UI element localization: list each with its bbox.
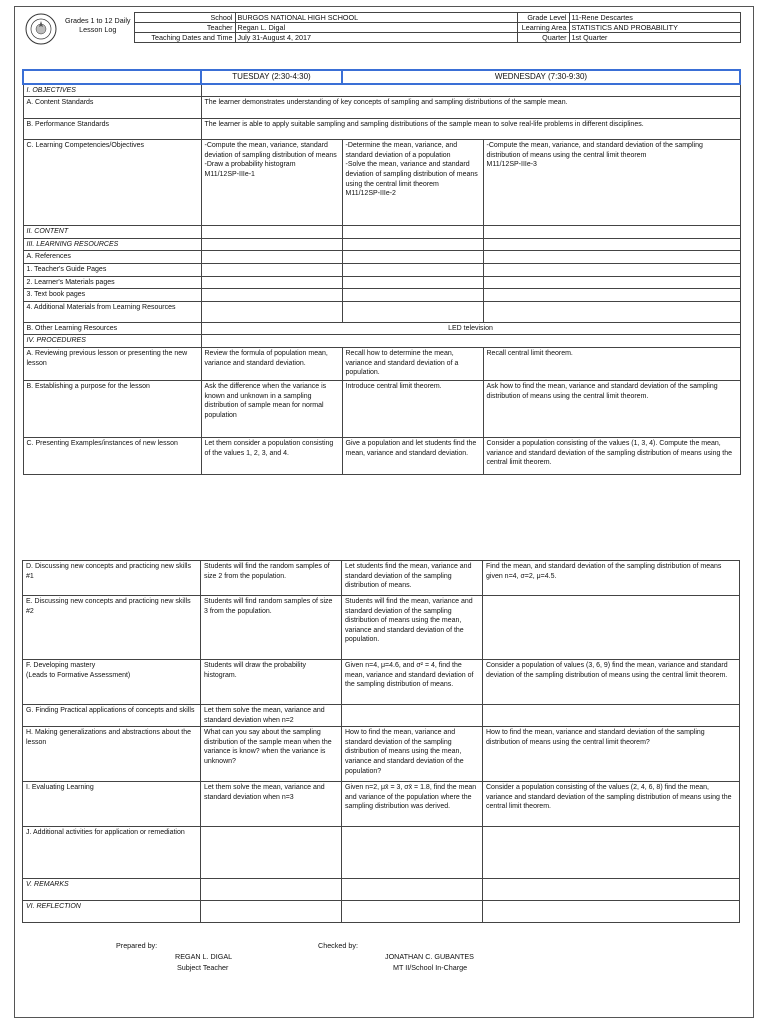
presenting-wednesday-1: Give a population and let students find the mean, variance and standard deviation.: [342, 437, 483, 474]
competencies-wednesday-2: -Compute the mean, variance, and standard deviation of the sampling distribution of means using the central limit theorem M11/12SP-IIIe-3: [483, 140, 740, 226]
lesson-table-part-1: [22, 69, 741, 475]
discussing2-label: E. Discussing new concepts and practicing new skills #2: [23, 596, 201, 660]
mastery-tuesday: Students will draw the probability histogram.: [201, 660, 342, 705]
section-objectives: I. OBJECTIVES: [23, 84, 201, 97]
presenting-tuesday: Let them consider a population consisting of the values 1, 2, 3, and 4.: [201, 437, 342, 474]
checked-by-title: MT II/School In-Charge: [393, 963, 468, 972]
generalizations-label: H. Making generalizations and abstractions about the lesson: [23, 727, 201, 782]
discussing2-wednesday-2: [483, 596, 740, 660]
prepared-by-title: Subject Teacher: [177, 963, 229, 972]
purpose-tuesday: Ask the difference when the variance is known and unknown in a sampling distribution of sample mean for normal population: [201, 380, 342, 437]
section-remarks: V. REMARKS: [23, 879, 201, 901]
reviewing-tuesday: Review the formula of population mean, variance and standard deviation.: [201, 347, 342, 380]
references-label: A. References: [23, 251, 201, 264]
quarter-label: Quarter: [517, 33, 569, 43]
reviewing-wednesday-1: Recall how to determine the mean, variance and standard deviation of a population.: [342, 347, 483, 380]
purpose-wednesday-1: Introduce central limit theorem.: [342, 380, 483, 437]
teachers-guide-label: 1. Teacher's Guide Pages: [23, 263, 201, 276]
section-procedures: IV. PROCEDURES: [23, 335, 201, 348]
discussing1-label: D. Discussing new concepts and practicing new skills #1: [23, 561, 201, 596]
dates-label: Teaching Dates and Time: [134, 33, 235, 43]
section-resources: III. LEARNING RESOURCES: [23, 238, 201, 251]
presenting-wednesday-2: Consider a population consisting of the values (1, 3, 4). Compute the mean, variance and standard deviation of the sampling distribution of means using the central limit theorem.: [483, 437, 740, 474]
teacher-value: Regan L. Digal: [235, 23, 517, 33]
practical-wednesday-1: [342, 705, 483, 727]
generalizations-tuesday: What can you say about the sampling distribution of the sample mean when the variance is know? when the variance is unknown?: [201, 727, 342, 782]
textbook-label: 3. Text book pages: [23, 289, 201, 302]
content-standards-text: The learner demonstrates understanding of key concepts of sampling and sampling distributions of the sample mean.: [201, 97, 740, 119]
discussing1-wednesday-2: Find the mean, and standard deviation of the sampling distribution of means given n=4, σ=2, μ=4.5.: [483, 561, 740, 596]
content-standards-label: A. Content Standards: [23, 97, 201, 119]
practical-tuesday: Let them solve the mean, variance and standard deviation when n=2: [201, 705, 342, 727]
generalizations-wednesday-1: How to find the mean, variance and standard deviation of the sampling distribution of means using the mean, variance and standard deviation of the population?: [342, 727, 483, 782]
school-label: School: [134, 13, 235, 23]
practical-wednesday-2: [483, 705, 740, 727]
teacher-label: Teacher: [134, 23, 235, 33]
seal-cell: [22, 13, 62, 43]
dll-title: Grades 1 to 12 Daily Lesson Log: [64, 15, 131, 34]
additional-label: J. Additional activities for application or remediation: [23, 827, 201, 879]
presenting-label: C. Presenting Examples/instances of new lesson: [23, 437, 201, 474]
additional-materials-label: 4. Additional Materials from Learning Resources: [23, 301, 201, 322]
purpose-wednesday-2: Ask how to find the mean, variance and standard deviation of the sampling distribution of means using the central limit theorem.: [483, 380, 740, 437]
performance-standards-text: The learner is able to apply suitable sampling and sampling distributions of the sample mean to solve real-life problems in different disciplines.: [201, 119, 740, 140]
other-resources-label: B. Other Learning Resources: [23, 322, 201, 335]
practical-label: G. Finding Practical applications of concepts and skills: [23, 705, 201, 727]
mastery-wednesday-2: Consider a population of values (3, 6, 9) find the mean, variance and standard deviation of the sampling distribution of means using the central limit theorem.: [483, 660, 740, 705]
discussing2-tuesday: Students will find random samples of size 3 from the population.: [201, 596, 342, 660]
learners-materials-label: 2. Learner's Materials pages: [23, 276, 201, 289]
section-reflection: VI. REFLECTION: [23, 901, 201, 923]
discussing2-wednesday-1: Students will find the mean, variance and standard deviation of the sampling distribution of means using the mean, variance and standard deviation of the population.: [342, 596, 483, 660]
evaluating-wednesday-1: Given n=2, μx̄ = 3, σx̄ = 1.8, find the mean and variance of the population where the sampling distribution was derived.: [342, 782, 483, 827]
other-resources-text: LED television: [201, 322, 740, 335]
competencies-label: C. Learning Competencies/Objectives: [23, 140, 201, 226]
prepared-by-name: REGAN L. DIGAL: [175, 952, 233, 961]
lesson-table-part-2: [22, 560, 740, 923]
corner-cell: [23, 70, 201, 84]
prepared-by-label: Prepared by:: [116, 941, 158, 950]
generalizations-wednesday-2: How to find the mean, variance and standard deviation of the sampling distribution of means using the central limit theorem?: [483, 727, 740, 782]
wednesday-header: WEDNESDAY (7:30-9:30): [342, 70, 740, 84]
mastery-wednesday-1: Given n=4, μ=4.6, and σ² = 4, find the mean, variance and standard deviation of the sampling distribution of means.: [342, 660, 483, 705]
purpose-label: B. Establishing a purpose for the lesson: [23, 380, 201, 437]
competencies-wednesday-1: -Determine the mean, variance, and standard deviation of a population -Solve the mean, variance and standard deviation of sampling distribution of means using the central limit theorem M11/12SP-IIIe-2: [342, 140, 483, 226]
evaluating-wednesday-2: Consider a population consisting of the values (2, 4, 6, 8) find the mean, variance and standard deviation of the sampling distribution of means using the central limit theorem.: [483, 782, 740, 827]
reviewing-wednesday-2: Recall central limit theorem.: [483, 347, 740, 380]
discussing1-tuesday: Students will find the random samples of size 2 from the population.: [201, 561, 342, 596]
quarter-value: 1st Quarter: [569, 33, 740, 43]
tuesday-header: TUESDAY (2:30-4:30): [201, 70, 342, 84]
checked-by-label: Checked by:: [318, 941, 358, 950]
section-content: II. CONTENT: [23, 226, 201, 239]
performance-standards-label: B. Performance Standards: [23, 119, 201, 140]
learning-area-label: Learning Area: [517, 23, 569, 33]
mastery-label: F. Developing mastery (Leads to Formative Assessment): [23, 660, 201, 705]
evaluating-tuesday: Let them solve the mean, variance and standard deviation when n=3: [201, 782, 342, 827]
dates-value: July 31-August 4, 2017: [235, 33, 517, 43]
grade-level-label: Grade Level: [517, 13, 569, 23]
grade-level-value: 11-Rene Descartes: [569, 13, 740, 23]
learning-area-value: STATISTICS AND PROBABILITY: [569, 23, 740, 33]
header-table: [22, 12, 741, 43]
reviewing-label: A. Reviewing previous lesson or presenting the new lesson: [23, 347, 201, 380]
checked-by-name: JONATHAN C. GUBANTES: [385, 952, 474, 961]
evaluating-label: I. Evaluating Learning: [23, 782, 201, 827]
competencies-tuesday: -Compute the mean, variance, standard deviation of sampling distribution of means -Draw a probability histogram M11/12SP-IIIe-1: [201, 140, 342, 226]
discussing1-wednesday-1: Let students find the mean, variance and standard deviation of the sampling distribution of means.: [342, 561, 483, 596]
school-value: BURGOS NATIONAL HIGH SCHOOL: [235, 13, 517, 23]
